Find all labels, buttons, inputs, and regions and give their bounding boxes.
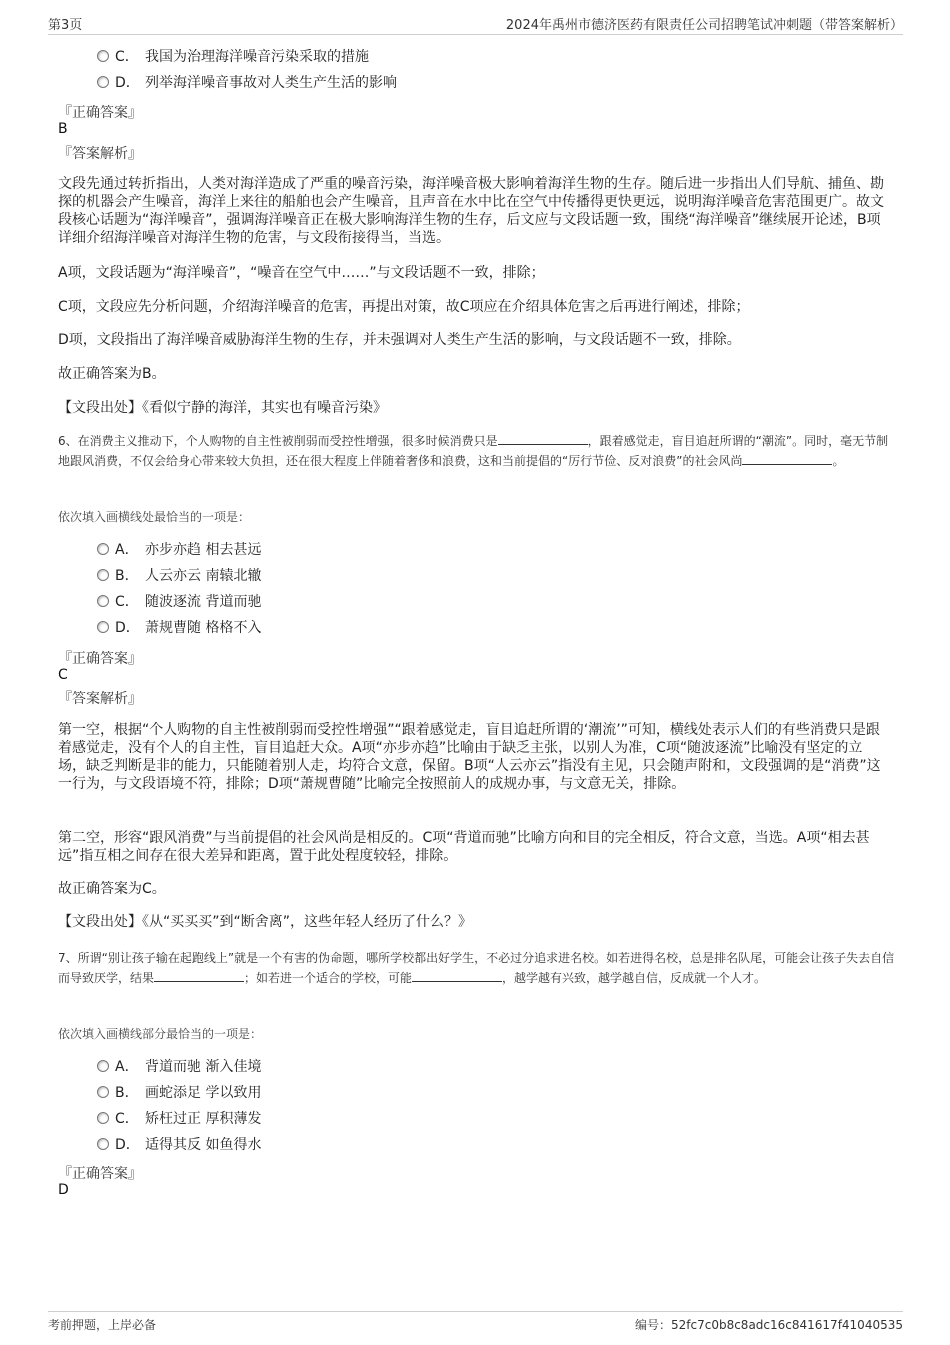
q6-analysis-para: 第二空，形容“跟风消费”与当前提倡的社会风尚是相反的。C项“背道而驰”比喻方向和目的完全相反，符合文意，当选。A项“相去甚远”指互相之间存在很大差异和距离，置于此处程度较轻，排除。 bbox=[58, 830, 870, 864]
q5-option-c[interactable]: C． 我国为治理海洋噪音污染采取的措施 bbox=[97, 47, 369, 67]
q6-option-a[interactable]: A． 亦步亦趋 相去甚远 bbox=[97, 540, 261, 560]
q5-conclusion: 故正确答案为B。 bbox=[58, 366, 166, 382]
q6-analysis-para: 第一空，根据“个人购物的自主性被削弱而受控性增强”“跟着感觉走，盲目追赶所谓的‘潮流’”可知，横线处表示人们的有些消费只是跟着感觉走，没有个人的自主性，盲目追赶大众。A项“亦步亦趋”比喻由于缺乏主张，以别人为准，C项“随波逐流”比喻没有坚定的立场，缺乏判断是非的能力，只能随着别人走，均符合文意，保留。B项“人云亦云”指没有主见，只会随声附和，文段强调的是“消费”这一行为，与文段语境不符，排除；D项“萧规曹随”比喻完全按照前人的成规办事，与文意无关，排除。 bbox=[58, 722, 881, 792]
q6-option-d[interactable]: D． 萧规曹随 格格不入 bbox=[97, 618, 261, 638]
document-id: 编号：52fc7c0b8c8adc16c841617f41040535 bbox=[635, 1318, 903, 1332]
page-number: 第3页 bbox=[48, 18, 83, 33]
q7-option-d[interactable]: D． 适得其反 如鱼得水 bbox=[97, 1135, 261, 1155]
q5-analysis-label: 『答案解析』 bbox=[58, 146, 142, 162]
footer-slogan: 考前押题，上岸必备 bbox=[48, 1318, 157, 1332]
radio-icon[interactable] bbox=[97, 1086, 109, 1098]
radio-icon[interactable] bbox=[97, 621, 109, 633]
radio-icon[interactable] bbox=[97, 1060, 109, 1072]
fill-blank bbox=[498, 432, 588, 445]
q5-analysis-para: A项，文段话题为“海洋噪音”，“噪音在空气中……”与文段话题不一致，排除； bbox=[58, 265, 545, 281]
radio-icon[interactable] bbox=[97, 569, 109, 581]
document-title: 2024年禹州市德济医药有限责任公司招聘笔试冲刺题（带答案解析） bbox=[505, 18, 903, 33]
radio-icon[interactable] bbox=[97, 543, 109, 555]
q7-option-b[interactable]: B． 画蛇添足 学以致用 bbox=[97, 1083, 261, 1103]
q7-option-c[interactable]: C． 矫枉过正 厚积薄发 bbox=[97, 1109, 261, 1129]
q6-instruction: 依次填入画横线处最恰当的一项是： bbox=[58, 510, 251, 524]
q6-analysis-label: 『答案解析』 bbox=[58, 691, 142, 707]
q5-answer: B bbox=[58, 121, 68, 137]
q6-conclusion: 故正确答案为C。 bbox=[58, 881, 166, 897]
q7-option-a[interactable]: A． 背道而驰 渐入佳境 bbox=[97, 1057, 261, 1077]
q7-instruction: 依次填入画横线部分最恰当的一项是： bbox=[58, 1027, 263, 1041]
radio-icon[interactable] bbox=[97, 595, 109, 607]
fill-blank bbox=[742, 452, 832, 465]
q6-source: 【文段出处】《从“买买买”到“断舍离”，这些年轻人经历了什么？》 bbox=[58, 914, 473, 930]
q6-answer: C bbox=[58, 667, 68, 683]
radio-icon[interactable] bbox=[97, 1138, 109, 1150]
q6-option-c[interactable]: C． 随波逐流 背道而驰 bbox=[97, 592, 261, 612]
q5-option-d[interactable]: D． 列举海洋噪音事故对人类生产生活的影响 bbox=[97, 73, 397, 93]
fill-blank bbox=[154, 969, 244, 982]
fill-blank bbox=[412, 969, 502, 982]
page-footer bbox=[48, 1311, 903, 1336]
q6-answer-label: 『正确答案』 bbox=[58, 651, 142, 667]
q5-analysis-para: 文段先通过转折指出，人类对海洋造成了严重的噪音污染，海洋噪音极大影响着海洋生物的生存。随后进一步指出人们导航、捕鱼、勘探的机器会产生噪音，海洋上来往的船舶也会产生噪音，且声音在水中比在空气中传播得更快更远，说明海洋噪音危害范围更广。故文段核心话题为“海洋噪音”，强调海洋噪音正在极大影响海洋生物的生存，后文应与文段话题一致，围绕“海洋噪音”继续展开论述，B项详细介绍海洋噪音对海洋生物的危害，与文段衔接得当，当选。 bbox=[58, 176, 884, 246]
q5-analysis-para: C项，文段应先分析问题，介绍海洋噪音的危害，再提出对策，故C项应在介绍具体危害之后再进行阐述，排除； bbox=[58, 299, 750, 315]
q5-analysis-para: D项，文段指出了海洋噪音威胁海洋生物的生存，并未强调对人类生产生活的影响，与文段话题不一致，排除。 bbox=[58, 332, 741, 348]
radio-icon[interactable] bbox=[97, 50, 109, 62]
q7-answer-label: 『正确答案』 bbox=[58, 1166, 142, 1182]
q5-answer-label: 『正确答案』 bbox=[58, 105, 142, 121]
q6-option-b[interactable]: B． 人云亦云 南辕北辙 bbox=[97, 566, 261, 586]
page-header bbox=[48, 14, 903, 35]
q5-source: 【文段出处】《看似宁静的海洋，其实也有噪音污染》 bbox=[58, 400, 387, 416]
radio-icon[interactable] bbox=[97, 1112, 109, 1124]
q7-answer: D bbox=[58, 1182, 69, 1198]
q7-stem: 7、所谓“别让孩子输在起跑线上”就是一个有害的伪命题，哪所学校都出好学生，不必过分追求进名校。如若进得名校，总是排名队尾，可能会让孩子失去自信而导致厌学，结果 ；如若进一个适合的学校，可能 ，越学越有兴致，越学越自信，反成就一个人才。 bbox=[58, 951, 895, 985]
q6-stem: 6、在消费主义推动下，个人购物的自主性被削弱而受控性增强，很多时候消费只是 ，跟着感觉走，盲目追赶所谓的“潮流”。同时，毫无节制地跟风消费，不仅会给身心带来较大负担，还在很大程度上伴随着奢侈和浪费，这和当前提倡的“厉行节俭、反对浪费”的社会风尚 。 bbox=[58, 434, 889, 468]
radio-icon[interactable] bbox=[97, 76, 109, 88]
